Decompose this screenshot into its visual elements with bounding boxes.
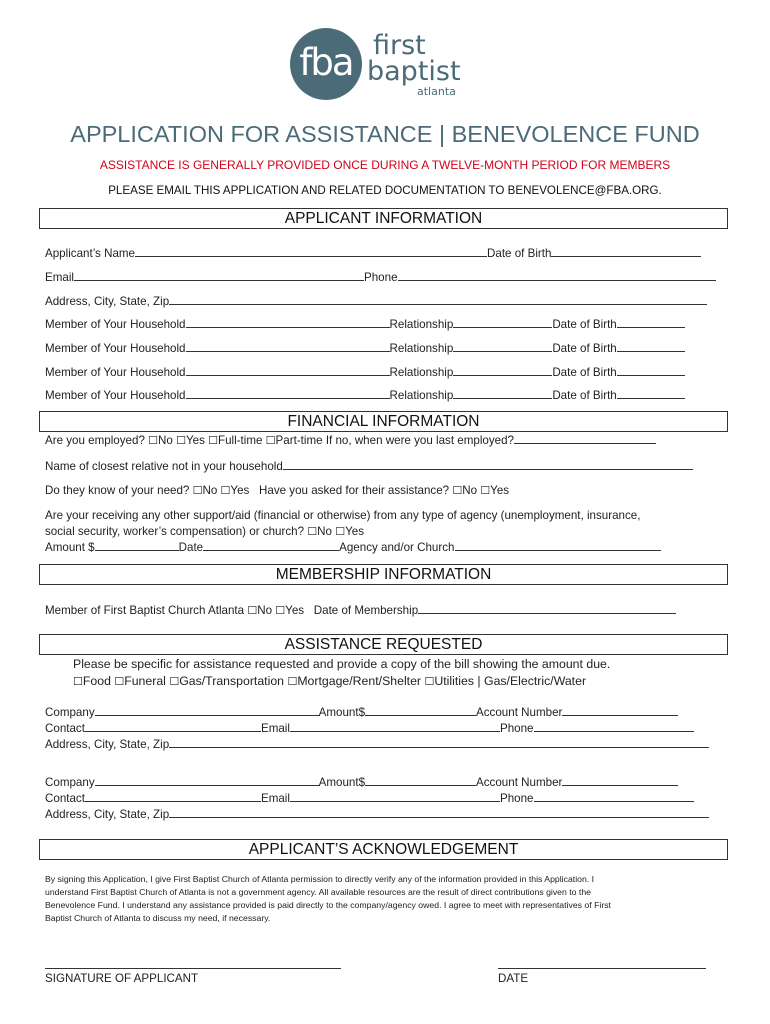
employed-question: Are you employed?: [45, 434, 145, 447]
contact-label: Contact: [45, 722, 85, 735]
relative-field[interactable]: [283, 459, 693, 470]
date-label: DATE: [498, 972, 529, 985]
member-no-checkbox[interactable]: ☐: [247, 605, 258, 617]
amount-field[interactable]: [365, 775, 476, 786]
household-row: [45, 341, 685, 356]
household-dob-field[interactable]: [617, 317, 685, 328]
logo-word-atlanta: atlanta: [417, 85, 456, 98]
membership-date-field[interactable]: [418, 603, 676, 614]
contact-row: [45, 721, 694, 736]
support-amount-label: Amount $: [45, 541, 95, 554]
support-no-label: No: [317, 525, 332, 538]
company-address-field[interactable]: [169, 737, 709, 748]
amount-label: Amount$: [318, 776, 366, 789]
signature-line[interactable]: [45, 968, 341, 969]
amount-field[interactable]: [365, 705, 476, 716]
company-email-label: Email: [260, 722, 290, 735]
household-member-field[interactable]: [186, 365, 390, 376]
household-row: [45, 388, 685, 403]
funeral-checkbox[interactable]: ☐: [114, 676, 125, 688]
relationship-label: Relationship: [389, 389, 454, 402]
applicant-address-label: Address, City, State, Zip: [45, 295, 170, 308]
last-employed-field[interactable]: [514, 433, 656, 444]
agency-label: Agency and/or Church: [339, 541, 455, 554]
asked-assistance-question: Have you asked for their assistance?: [259, 484, 450, 497]
company-address-row: [45, 737, 709, 752]
acknowledgement-line: By signing this Application, I give First Baptist Church of Atlanta permission to directly verify any of the information provided in this Application. I: [45, 874, 595, 884]
company-row: [45, 775, 678, 790]
acknowledgement-line: Baptist Church of Atlanta to discuss my need, if necessary.: [45, 913, 271, 923]
acknowledgement-line: Benevolence Fund. I understand any assistance provided is paid directly to the company/agency owed. I agree to meet with representatives of First: [45, 900, 611, 910]
agency-field[interactable]: [455, 540, 661, 551]
asked-yes-checkbox[interactable]: ☐: [480, 485, 491, 497]
applicant-name-label: Applicant’s Name: [45, 247, 136, 260]
household-row: [45, 317, 685, 332]
support-yes-label: Yes: [345, 525, 364, 538]
household-dob-label: Date of Birth: [552, 318, 617, 331]
gas-transportation-checkbox[interactable]: ☐: [169, 676, 180, 688]
membership-information-heading: MEMBERSHIP INFORMATION: [39, 564, 728, 585]
company-phone-label: Phone: [499, 722, 534, 735]
contact-field[interactable]: [85, 721, 261, 732]
relationship-field[interactable]: [453, 388, 552, 399]
support-question-row: [45, 525, 364, 539]
page-title: APPLICATION FOR ASSISTANCE | BENEVOLENCE FUND: [70, 121, 700, 147]
applicant-address-row: [45, 294, 707, 309]
contact-row: [45, 791, 694, 806]
relationship-field[interactable]: [453, 317, 552, 328]
company-phone-field[interactable]: [534, 791, 694, 802]
relative-need-row: [45, 484, 509, 498]
fba-logo-mark: fba: [290, 28, 362, 100]
applicant-email-row: [45, 270, 716, 285]
household-member-label: Member of Your Household: [45, 318, 186, 331]
acknowledgement-line: understand First Baptist Church of Atlanta is not a government agency. All available resources are the result of direct contributions given to the: [45, 887, 591, 897]
company-address-field[interactable]: [169, 807, 709, 818]
household-dob-label: Date of Birth: [552, 366, 617, 379]
household-dob-label: Date of Birth: [552, 342, 617, 355]
assistance-options: [73, 674, 586, 689]
applicant-phone-field[interactable]: [398, 270, 716, 281]
mortgage-checkbox[interactable]: ☐: [287, 676, 298, 688]
support-question-line2: social security, worker’s compensation) or church?: [45, 525, 305, 538]
asked-yes-label: Yes: [490, 484, 510, 497]
company-email-field[interactable]: [290, 791, 500, 802]
household-dob-field[interactable]: [617, 365, 685, 376]
signature-label: SIGNATURE OF APPLICANT: [45, 972, 199, 985]
account-number-label: Account Number: [476, 776, 563, 789]
company-phone-label: Phone: [499, 792, 534, 805]
employed-yes-checkbox[interactable]: ☐: [176, 435, 186, 447]
employed-yes-label: Yes: [185, 434, 205, 447]
member-yes-label: Yes: [285, 604, 305, 617]
acknowledgement-heading: APPLICANT’S ACKNOWLEDGEMENT: [39, 839, 728, 860]
company-email-field[interactable]: [290, 721, 500, 732]
fulltime-checkbox[interactable]: ☐: [208, 435, 218, 447]
household-dob-field[interactable]: [617, 388, 685, 399]
relationship-field[interactable]: [453, 341, 552, 352]
financial-information-heading: FINANCIAL INFORMATION: [39, 411, 728, 432]
page-subtitle: ASSISTANCE IS GENERALLY PROVIDED ONCE DURING A TWELVE-MONTH PERIOD FOR MEMBERS: [99, 158, 671, 172]
company-address-label: Address, City, State, Zip: [45, 738, 170, 751]
membership-date-label: Date of Membership: [313, 604, 419, 617]
food-label: Food: [82, 674, 111, 688]
contact-label: Contact: [45, 792, 85, 805]
household-member-field[interactable]: [186, 341, 390, 352]
relationship-label: Relationship: [389, 366, 454, 379]
support-no-checkbox[interactable]: ☐: [307, 526, 318, 538]
applicant-email-label: Email: [45, 271, 74, 284]
company-address-row: [45, 807, 709, 822]
household-dob-label: Date of Birth: [552, 389, 617, 402]
support-question-line1: Are your receiving any other support/aid (financial or otherwise) from any type of agency (unemployment, insurance,: [45, 509, 641, 522]
gas-transportation-label: Gas/Transportation: [179, 674, 285, 688]
household-member-field[interactable]: [186, 317, 390, 328]
fulltime-label: Full-time: [217, 434, 263, 447]
household-member-field[interactable]: [186, 388, 390, 399]
date-signature-line[interactable]: [498, 968, 706, 969]
asked-no-label: No: [462, 484, 478, 497]
account-number-label: Account Number: [476, 706, 563, 719]
utilities-label: Utilities | Gas/Electric/Water: [434, 674, 587, 688]
company-address-label: Address, City, State, Zip: [45, 808, 170, 821]
support-amount-field[interactable]: [95, 540, 179, 551]
acknowledgement-text: [45, 873, 725, 925]
applicant-dob-label: Date of Birth: [487, 247, 552, 260]
know-need-yes-label: Yes: [230, 484, 250, 497]
account-number-field[interactable]: [562, 705, 678, 716]
know-need-no-label: No: [202, 484, 218, 497]
food-checkbox[interactable]: ☐: [73, 676, 83, 688]
relationship-field[interactable]: [453, 365, 552, 376]
parttime-label: Part-time: [275, 434, 323, 447]
relationship-label: Relationship: [389, 342, 454, 355]
company-row: [45, 705, 678, 720]
logo-word-baptist: baptist: [367, 56, 461, 87]
know-need-yes-checkbox[interactable]: ☐: [220, 485, 231, 497]
support-date-field[interactable]: [203, 540, 339, 551]
relative-label: Name of closest relative not in your household: [45, 460, 283, 473]
membership-row: [45, 603, 676, 618]
employed-no-label: No: [158, 434, 173, 447]
contact-field[interactable]: [85, 791, 261, 802]
company-label: Company: [45, 706, 95, 719]
amount-label: Amount$: [318, 706, 366, 719]
company-phone-field[interactable]: [534, 721, 694, 732]
last-employed-question: If no, when were you last employed?: [325, 434, 514, 447]
applicant-address-field[interactable]: [169, 294, 707, 305]
know-need-question: Do they know of your need?: [45, 484, 190, 497]
mortgage-label: Mortgage/Rent/Shelter: [297, 674, 422, 688]
applicant-email-field[interactable]: [74, 270, 364, 281]
member-yes-checkbox[interactable]: ☐: [275, 605, 286, 617]
funeral-label: Funeral: [124, 674, 166, 688]
company-field[interactable]: [95, 705, 319, 716]
household-member-label: Member of Your Household: [45, 342, 186, 355]
household-dob-field[interactable]: [617, 341, 685, 352]
household-member-label: Member of Your Household: [45, 366, 186, 379]
member-no-label: No: [257, 604, 273, 617]
support-details-row: [45, 540, 661, 555]
email-instruction: PLEASE EMAIL THIS APPLICATION AND RELATED DOCUMENTATION TO BENEVOLENCE@FBA.ORG.: [108, 184, 662, 197]
household-member-label: Member of Your Household: [45, 389, 186, 402]
asked-no-checkbox[interactable]: ☐: [452, 485, 463, 497]
logo-word-first: first: [373, 30, 426, 61]
employed-no-checkbox[interactable]: ☐: [148, 435, 159, 447]
company-label: Company: [45, 776, 95, 789]
applicant-dob-field[interactable]: [551, 246, 701, 257]
support-date-label: Date: [178, 541, 204, 554]
know-need-no-checkbox[interactable]: ☐: [192, 485, 203, 497]
assistance-instruction: Please be specific for assistance requested and provide a copy of the bill showing the amount due.: [73, 657, 611, 671]
relationship-label: Relationship: [389, 318, 454, 331]
assistance-requested-heading: ASSISTANCE REQUESTED: [39, 634, 728, 655]
relative-row: [45, 459, 693, 474]
applicant-information-heading: APPLICANT INFORMATION: [39, 208, 728, 229]
household-row: [45, 365, 685, 380]
company-field[interactable]: [95, 775, 319, 786]
parttime-checkbox[interactable]: ☐: [265, 435, 276, 447]
employment-row: [45, 433, 656, 448]
utilities-checkbox[interactable]: ☐: [424, 676, 435, 688]
company-email-label: Email: [260, 792, 290, 805]
applicant-name-field[interactable]: [135, 246, 487, 257]
applicant-name-row: [45, 246, 701, 261]
support-yes-checkbox[interactable]: ☐: [335, 526, 346, 538]
member-question: Member of First Baptist Church Atlanta: [45, 604, 245, 617]
applicant-phone-label: Phone: [364, 271, 398, 284]
account-number-field[interactable]: [562, 775, 678, 786]
